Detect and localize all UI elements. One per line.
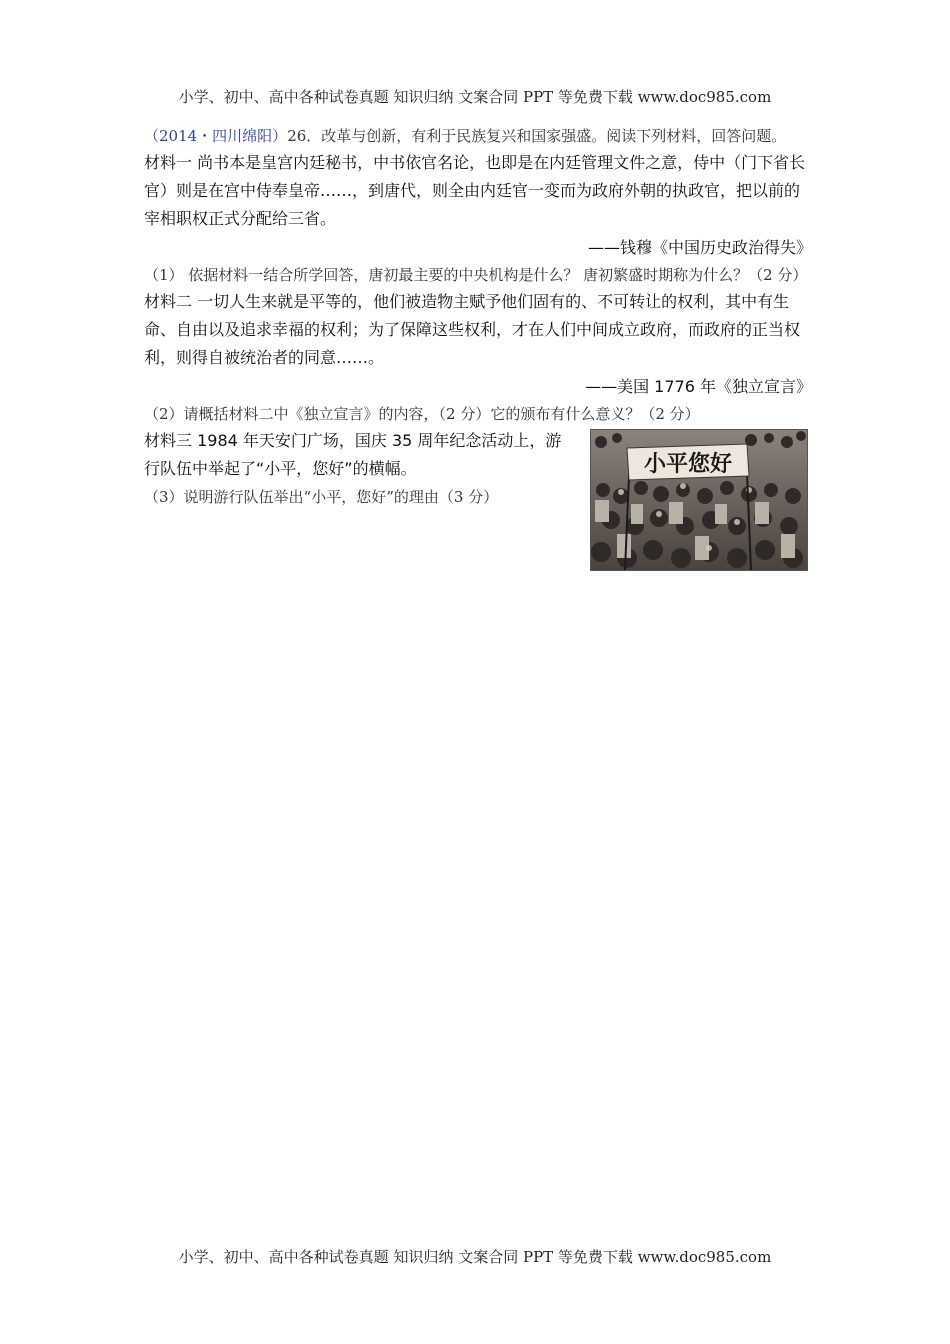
material-one-source: ——钱穆《中国历史政治得失》 (587, 238, 812, 257)
material-two-source: ——美国 1776 年《独立宣言》 (585, 377, 812, 396)
parade-photo-image (591, 430, 807, 570)
material-three-block (144, 427, 812, 577)
material-two: 材料二 一切人生来就是平等的，他们被造物主赋予他们固有的、不可转让的权利，其中有生命、自由以及追求幸福的权利；为了保障这些权利，才在人们中间成立政府，而政府的正当权利，则得自被统治者的同意……。 (144, 292, 801, 367)
question-intro-text: 26．改革与创新，有利于民族复兴和国家强盛。阅读下列材料，回答问题。 (287, 127, 787, 145)
material-three: 材料三 1984 年天安门广场，国庆 35 周年纪念活动上，游行队伍中举起了“小平，您好”的横幅。 (144, 431, 562, 478)
material-one: 材料一 尚书本是皇宫内廷秘书，中书依官名论，也即是在内廷管理文件之意，侍中（门下省长官）则是在宫中侍奉皇帝……，到唐代，则全由内廷官一变而为政府外朝的执政官，把以前的宰相职权正式分配给三省。 (144, 153, 806, 228)
page-header: 小学、初中、高中各种试卷真题 知识归纳 文案合同 PPT 等免费下载 www.doc985.com (178, 88, 772, 106)
page-footer: 小学、初中、高中各种试卷真题 知识归纳 文案合同 PPT 等免费下载 www.doc985.com (178, 1248, 772, 1266)
question-one: （1） 依据材料一结合所学回答，唐初最主要的中央机构是什么？ 唐初繁盛时期称为什么？（2 分） (144, 266, 808, 284)
question-two: （2）请概括材料二中《独立宣言》的内容，（2 分）它的颁布有什么意义？（2 分） (144, 405, 700, 423)
question-intro (144, 124, 812, 149)
question-three: （3）说明游行队伍举出“小平，您好”的理由（3 分） (144, 488, 499, 506)
question-block (144, 124, 812, 577)
parade-photo (590, 429, 808, 571)
question-source: （2014・四川绵阳） (144, 127, 288, 145)
banner-text: 小平您好 (643, 452, 733, 477)
